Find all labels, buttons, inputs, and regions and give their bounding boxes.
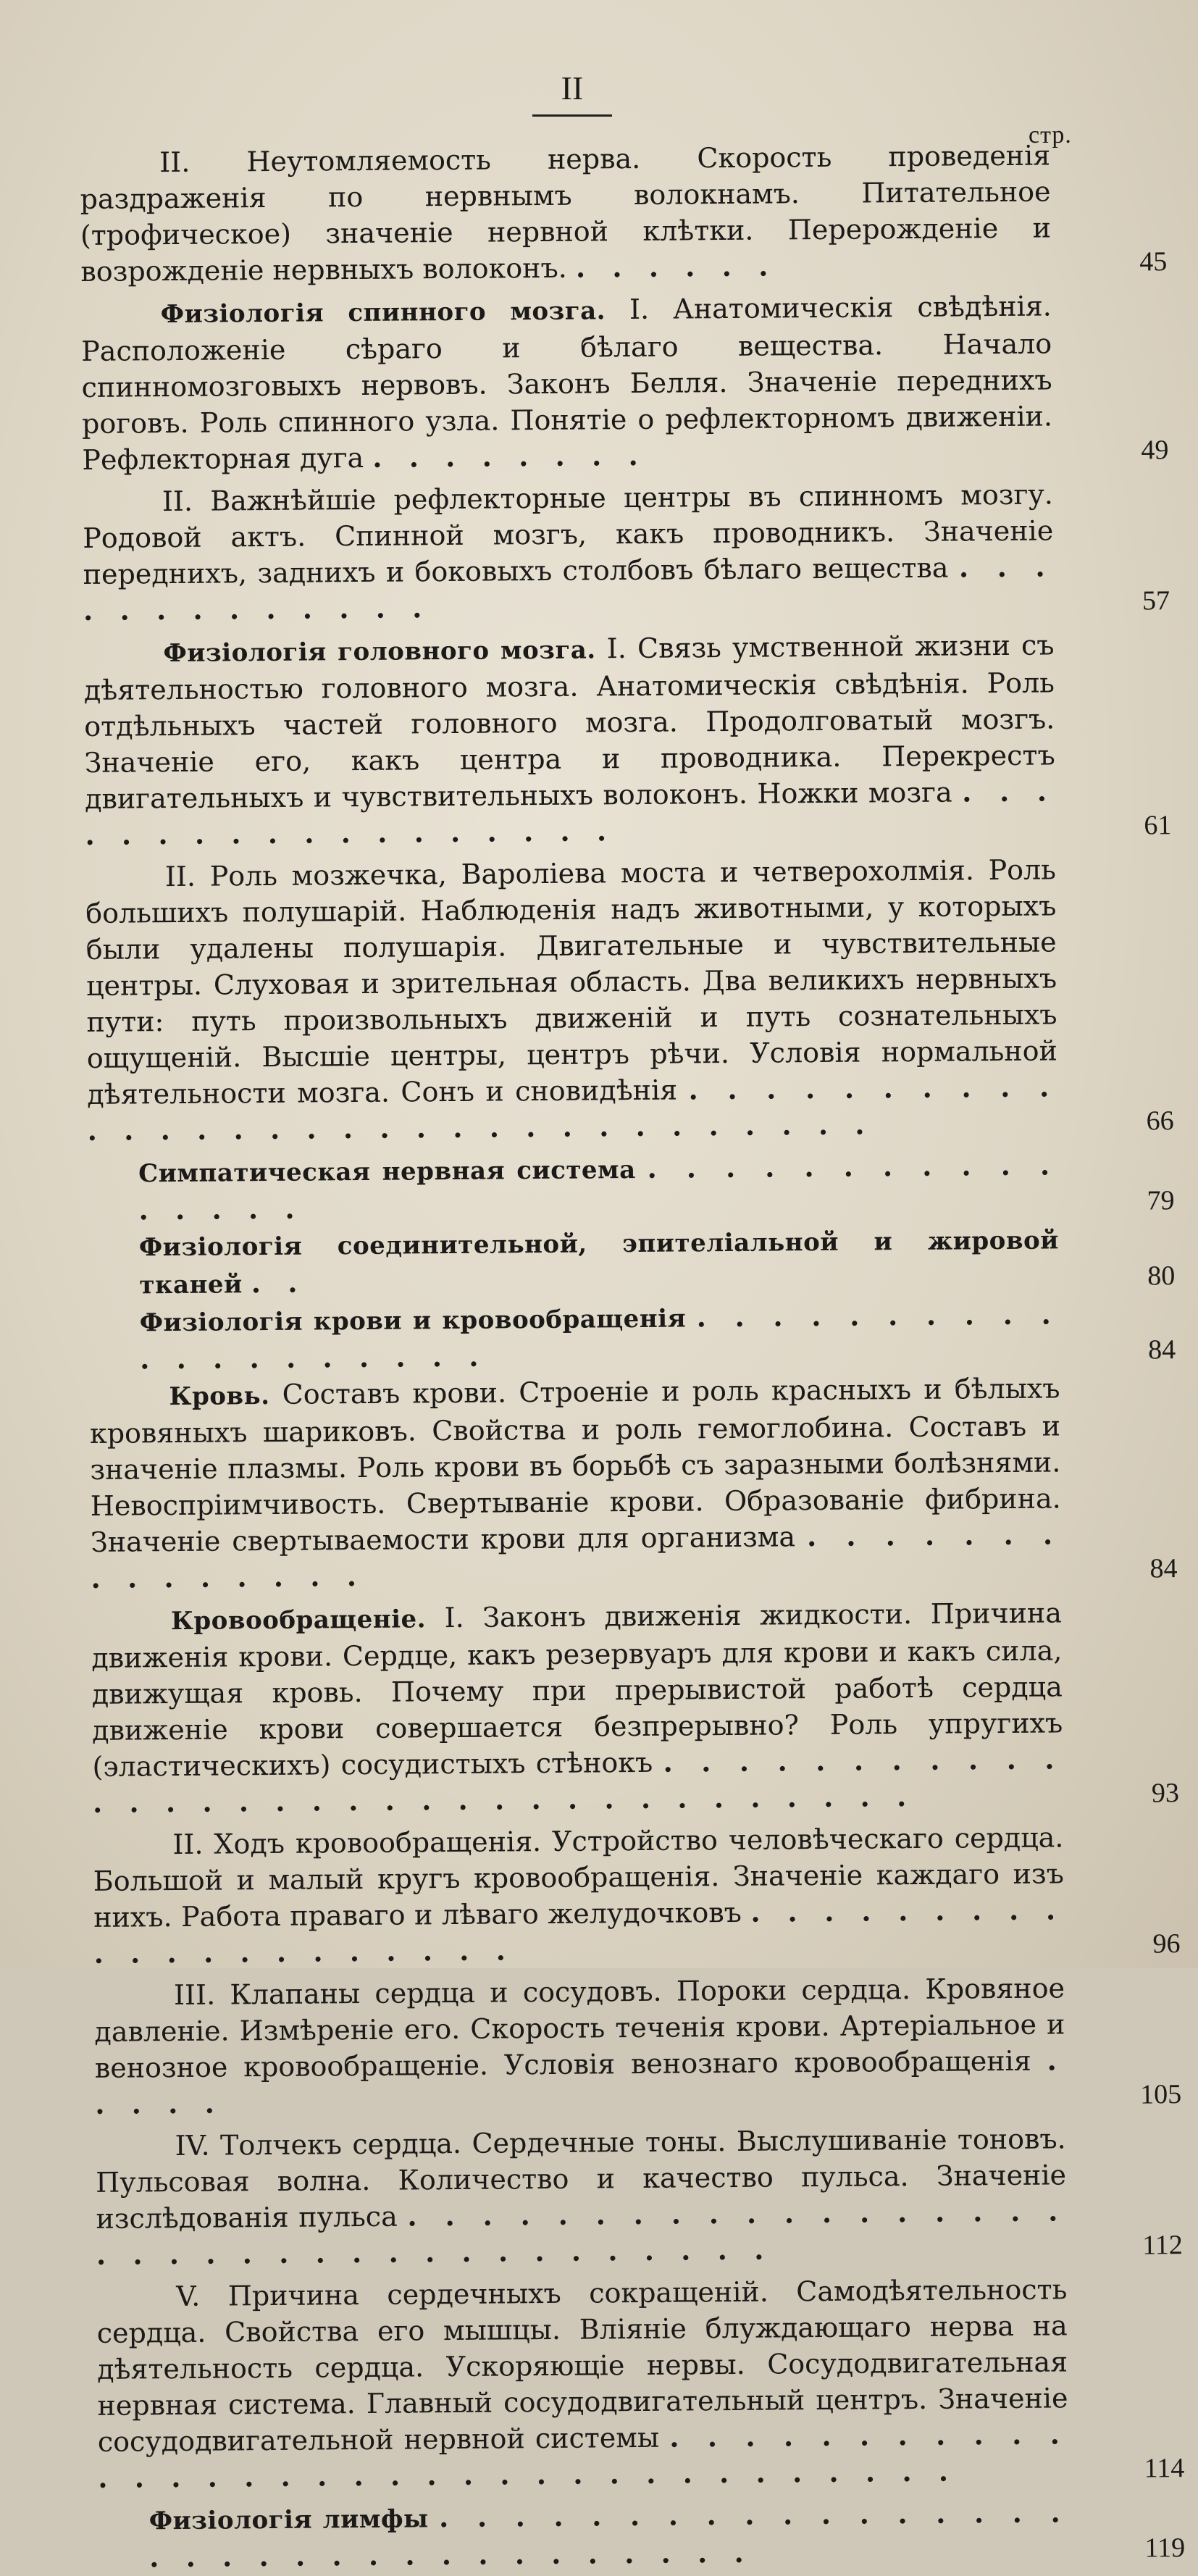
toc-entry-text — [81, 288, 1053, 478]
toc-entry-text — [88, 1147, 1059, 1229]
toc-entry-page-number: 45 — [1139, 246, 1168, 277]
dot-leaders: . . . . . . . . . . . . . . . . . . . . . . . . . . . . . . . . . . — [148, 2496, 1069, 2574]
dot-leaders: . . — [251, 1266, 306, 1300]
dot-leaders: . . . . . . . . . . . . . . . . — [138, 1148, 1059, 1226]
dot-leaders: . . . . . — [95, 2044, 1065, 2120]
toc-entry — [91, 1594, 1179, 1821]
toc-entry — [88, 1146, 1175, 1229]
dot-leaders: . . . . . . . . . . . . . . . — [91, 1518, 1062, 1594]
toc-entry — [88, 1220, 1176, 1304]
toc-entry-page-number: 49 — [1141, 435, 1169, 466]
dot-leaders: . . . . . . . . . . . . . — [83, 550, 1054, 627]
toc-entry-text — [94, 1970, 1066, 2123]
toc-entry — [94, 1969, 1182, 2123]
toc-entry-text — [96, 2120, 1068, 2273]
toc-entry-text — [89, 1296, 1060, 1378]
toc-entry-heading: Физіологія крови и кровообращенія — [139, 1304, 687, 1338]
toc-entry — [80, 136, 1168, 290]
dot-leaders: . . . . . . . . . . . . . . . . . . . . . . . . . . . . . . . . . . — [92, 1742, 1063, 1819]
toc-entry — [85, 850, 1174, 1149]
toc-entry-heading: Кровообращеніе. — [170, 1605, 427, 1636]
toc-entry — [93, 1818, 1181, 1972]
toc-entry — [83, 475, 1170, 629]
dot-leaders: . . . . . . — [575, 249, 777, 284]
toc-entry-page-number: 119 — [1144, 2533, 1186, 2564]
toc-entry-text — [88, 1221, 1060, 1304]
toc-entry-body: II. Важнѣйшіе рефлекторные центры въ спинномъ мозгу. Родовой актъ. Спинной мозгъ, какъ проводникъ. Значеніе переднихъ, заднихъ и боковыхъ столбовъ бѣлаго вещества — [83, 478, 1054, 590]
toc-entry-text — [93, 1819, 1065, 1972]
toc-entry-page-number: 114 — [1144, 2453, 1185, 2484]
toc-entry-heading: Кровь. — [169, 1381, 270, 1412]
toc-entry-text — [89, 1370, 1061, 1597]
toc-entry-body: IV. Толчекъ сердца. Сердечные тоны. Выслушиваніе тоновъ. Пульсовая волна. Количество и качество пульса. Значеніе изслѣдованія пульса — [95, 2123, 1067, 2235]
dot-leaders: . . . . . . . . . . . . . . . . . . . . . . . . . . . . . . . . . . . . . — [96, 2194, 1067, 2271]
toc-entry-text — [91, 1594, 1063, 1821]
toc-entry-body: II. Роль мозжечка, Вароліева моста и четверохолмія. Роль большихъ полушарій. Наблюденія надъ животными, у которыхъ были удалены полушарія. Двигательные и чувствительные центры. Слуховая и зрительная область. Два великихъ нервныхъ пути: путь произвольныхъ движеній и путь сознательныхъ ощущеній. Высшіе центры, центръ рѣчи. Условія нормальной дѣятельности мозга. Сонъ и сновидѣнія — [85, 853, 1058, 1111]
toc-entry-text — [96, 2271, 1068, 2496]
dot-leaders: . . . . . . . . . . . . . . . . . . . . — [139, 1297, 1060, 1376]
dot-leaders: . . . . . . . . — [372, 438, 647, 474]
page-number: II — [561, 70, 584, 106]
toc-entry-page-number: 93 — [1151, 1778, 1180, 1809]
toc-entry-page-number: 84 — [1147, 1334, 1176, 1366]
toc-entry-page-number: 66 — [1146, 1105, 1174, 1137]
toc-entry-text — [85, 851, 1058, 1149]
toc-entry-body: II. Неутомляемость нерва. Скорость проведенія раздраженія по нервнымъ волокнамъ. Питательное (трофическое) значеніе нервной клѣтки. Перерожденіе и возрожденіе нервныхъ волоконъ. — [80, 139, 1052, 288]
dot-leaders: . . . . . . . . . . . . . . . . . . . . . . . . . . . . . . . . — [87, 1070, 1058, 1147]
toc-entry-page-number: 96 — [1152, 1928, 1181, 1960]
toc-entry-text — [80, 137, 1052, 290]
dot-leaders: . . . . . . . . . . . . . . . . . . . . . — [93, 1893, 1065, 1970]
toc-entry-body: I. Связь умственной жизни съ дѣятельностью головного мозга. Анатомическія свѣдѣнія. Роль отдѣльныхъ частей головного мозга. Продолговатый мозгъ. Значеніе его, какъ центра и проводника. Перекрестъ двигательныхъ и чувствительныхъ волоконъ. Ножки мозга — [83, 629, 1055, 815]
dot-leaders: . . . . . . . . . . . . . . . . . . — [85, 774, 1056, 851]
toc-entry-page-number: 57 — [1142, 585, 1170, 616]
page-number-rule — [532, 114, 612, 117]
toc-entry-text — [99, 2494, 1070, 2576]
toc-entry-text — [83, 476, 1055, 629]
toc-entry — [96, 2270, 1184, 2496]
table-of-contents — [80, 136, 1185, 2576]
toc-entry-heading: Симпатическая нервная система — [138, 1155, 636, 1189]
toc-entry — [96, 2120, 1184, 2273]
toc-entry-body: I. Законъ движенія жидкости. Причина движенія крови. Сердце, какъ резервуаръ для крови и какъ сила, движущая кровь. Почему при прерывистой работѣ сердца движеніе крови совершается безпрерывно? Роль упругихъ (эластическихъ) сосудистыхъ стѣнокъ — [91, 1597, 1063, 1783]
toc-entry-page-number: 61 — [1144, 810, 1172, 841]
toc-entry — [83, 626, 1171, 853]
toc-entry-heading: Физіологія спинного мозга. — [160, 296, 606, 330]
dot-leaders: . . . . . . . . . . . . . . . . . . . . . . . . . . . . . . . . . . . — [98, 2417, 1069, 2494]
toc-entry-body: Составъ крови. Строеніе и роль красныхъ и бѣлыхъ кровяныхъ шариковъ. Свойства и роль гемоглобина. Составъ и значеніе плазмы. Роль крови въ борьбѣ съ заразными болѣзнями. Невоспріимчивость. Свертываніе крови. Образованіе фибрина. Значеніе свертываемости крови для организма — [89, 1372, 1061, 1558]
toc-entry — [89, 1369, 1177, 1597]
toc-entry-page-number: 112 — [1142, 2230, 1183, 2261]
toc-entry-page-number: 80 — [1147, 1260, 1176, 1292]
toc-entry-body: II. Ходъ кровообращенія. Устройство человѣческаго сердца. Большой и малый кругъ кровообращенія. Значеніе каждаго изъ нихъ. Работа праваго и лѣваго желудочковъ — [93, 1821, 1064, 1933]
toc-entry-page-number: 79 — [1147, 1185, 1175, 1216]
toc-entry-body: I. Анатомическія свѣдѣнія. Расположеніе сѣраго и бѣлаго вещества. Начало спинномозговыхъ нервовъ. Законъ Белля. Значеніе переднихъ роговъ. Роль спинного узла. Понятіе о рефлекторномъ движеніи. Рефлекторная дуга — [81, 290, 1053, 476]
toc-entry — [99, 2493, 1186, 2576]
toc-entry-heading: Физіологія соединительной, эпителіальной и жировой тканей — [138, 1226, 1060, 1300]
toc-entry-text — [83, 627, 1055, 853]
toc-entry-heading: Физіологія лимфы — [148, 2504, 429, 2536]
toc-entry-page-number: 84 — [1149, 1553, 1178, 1584]
toc-entry — [81, 287, 1169, 478]
toc-entry-body: V. Причина сердечныхъ сокращеній. Самодѣятельность сердца. Свойства его мышцы. Вліяніе блуждающаго нерва на дѣятельность сердца. Ускоряющіе нервы. Сосудодвигательная нервная система. Главный сосудодвигательный центръ. Значеніе сосудодвигательной нервной системы — [96, 2273, 1068, 2458]
toc-entry — [89, 1295, 1176, 1378]
toc-entry-heading: Физіологія головного мозга. — [163, 635, 596, 669]
page-column-label: стр. — [1029, 122, 1072, 149]
toc-entry-page-number: 105 — [1140, 2079, 1182, 2110]
toc-entry-body: III. Клапаны сердца и сосудовъ. Пороки сердца. Кровяное давленіе. Измѣреніе его. Скорость теченія крови. Артеріальное и венозное кровообращеніе. Условія венознаго кровообращенія — [94, 1972, 1065, 2084]
